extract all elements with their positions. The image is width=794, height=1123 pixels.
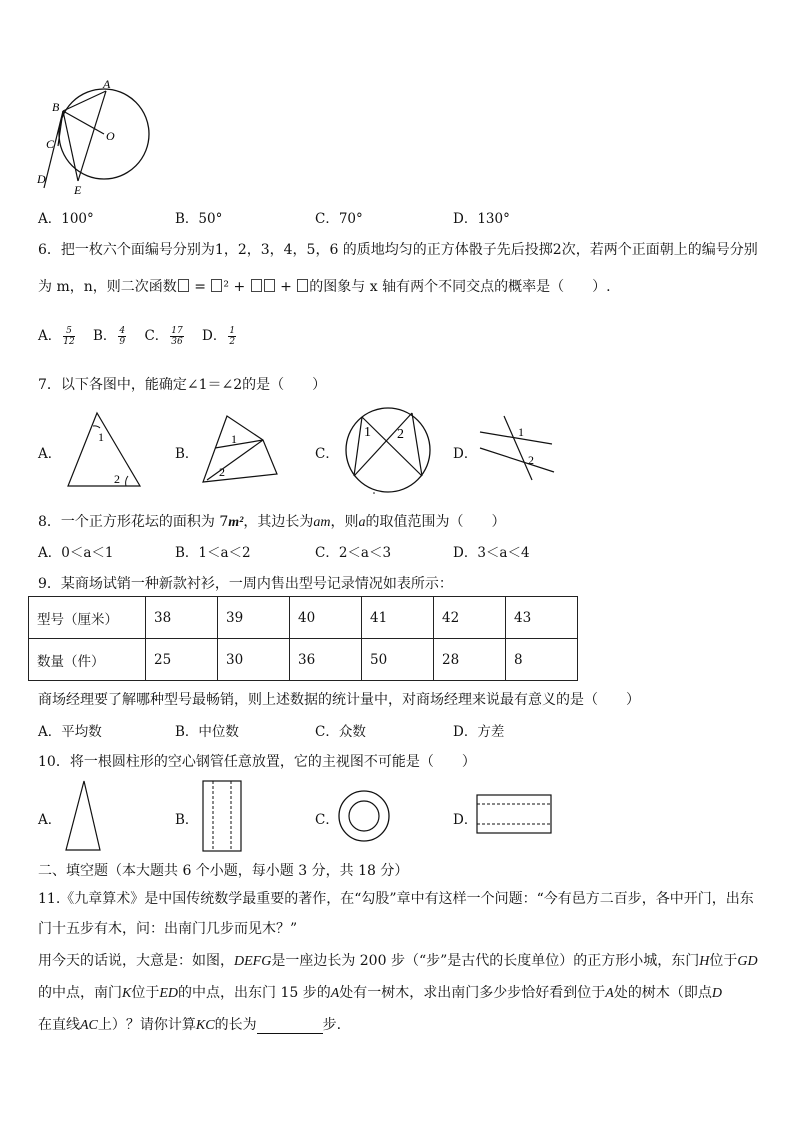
q9-cell: 39 (218, 597, 290, 639)
q10-option-c-label: C． (315, 812, 339, 828)
q6-stem-line2-b: 的图象与 x 轴有两个不同交点的概率是（ ）. (309, 279, 611, 295)
q5-circle-figure (30, 76, 155, 198)
q9-option-d: D．方差 (453, 724, 505, 740)
q9-stem: 9．某商场试销一种新款衬衫，一周内售出型号记录情况如表所示： (38, 576, 453, 592)
q8-option-b: B．1＜a＜2 (175, 545, 251, 561)
q7c-angle2: 2 (397, 427, 404, 442)
q6-option-c: C． $\frac{17}{36}$ (144, 326, 183, 347)
q9-after-text: 商场经理要了解哪种型号最畅销，则上述数据的统计量中，对商场经理来说最有意义的是（ ） (38, 692, 640, 708)
q10-option-b-label: B． (175, 812, 199, 828)
q11-line4: 的中点，南门K位于ED的中点，出东门 15 步的A处有一树木，求出南门多少步恰好看到位于A处的树木（即点D (38, 985, 722, 1001)
q10-option-a-label: A． (38, 812, 62, 828)
q7a-angle1: 1 (98, 430, 104, 444)
q7-figure-b (197, 410, 283, 488)
q7-figure-c (342, 404, 434, 496)
q5-chord-be (63, 111, 78, 181)
q10-figure-a (60, 778, 108, 854)
q9-cell: 36 (290, 639, 362, 681)
q11-line1: 11.《九章算术》是中国传统数学最重要的著作，在“勾股”章中有这样一个问题：“今有邑方二百步，各中开门，出东 (38, 891, 754, 907)
q7b-angle1: 1 (231, 432, 237, 446)
q6-options (38, 324, 238, 347)
q9-cell: 25 (146, 639, 218, 681)
section2-title: 二、填空题（本大题共 6 个小题，每小题 3 分，共 18 分） (38, 863, 409, 879)
q7-figure-a (60, 410, 150, 490)
q9-cell: 30 (218, 639, 290, 681)
q9-cell: 38 (146, 597, 218, 639)
q9-option-a: A．平均数 (38, 724, 102, 740)
q5-line-bo (63, 111, 104, 134)
q9-option-c: C．众数 (315, 724, 366, 740)
q5-label-o: O (106, 129, 115, 143)
q10-figure-d (474, 792, 554, 838)
q8-option-a: A．0＜a＜1 (38, 545, 114, 561)
q6-option-a: A． $\frac{5}{12}$ (38, 326, 75, 347)
q9-option-b: B．中位数 (175, 724, 239, 740)
q5-option-b: B．50° (175, 211, 223, 227)
q10-figure-b (197, 778, 247, 854)
q6-formula: = ² + + (177, 279, 310, 295)
q9-cell: 41 (362, 597, 434, 639)
q5-label-e: E (74, 183, 82, 197)
q5-label-a: A (103, 77, 111, 91)
q9-cell: 50 (362, 639, 434, 681)
q6-option-b: B． $\frac{4}{9}$ (93, 326, 126, 347)
q8-am: am (313, 515, 331, 530)
q8-stem: 8．一个正方形花坛的面积为 7m²，其边长为am，则a的取值范围为（ ） (38, 514, 506, 530)
q5-option-c: C．70° (315, 211, 363, 227)
q9-cell-header: 数量（件） (29, 639, 146, 681)
q11-line3: 用今天的话说，大意是：如图，DEFG是一座边长为 200 步（“步”是古代的长度单位）的正方形小城，东门H位于GD (38, 953, 758, 969)
q8-option-d: D．3＜a＜4 (453, 545, 530, 561)
q9-cell: 8 (506, 639, 578, 681)
q7-option-a-label: A． (38, 446, 62, 462)
q7-option-d-label: D． (453, 446, 478, 462)
q6-stem-line1: 6．把一枚六个面编号分别为1，2，3，4，5，6 的质地均匀的正方体骰子先后投掷2次，若两个正面朝上的编号分别 (38, 242, 758, 258)
q8-m2: m² (228, 515, 244, 530)
q7-option-c-label: C． (315, 446, 339, 462)
q5-label-d: D (37, 172, 46, 186)
q9-cell-header: 型号（厘米） (29, 597, 146, 639)
q9-cell: 42 (434, 597, 506, 639)
q7d-angle1: 1 (518, 425, 524, 439)
q9-cell: 28 (434, 639, 506, 681)
q9-cell: 43 (506, 597, 578, 639)
q11-answer-blank[interactable] (257, 1019, 323, 1034)
q5-label-b: B (52, 100, 60, 114)
q11-line5: 在直线AC上）？请你计算KC的长为 步. (38, 1017, 342, 1033)
q5-label-c: C (46, 137, 55, 151)
q7b-angle2: 2 (219, 465, 225, 479)
q5-option-d: D．130° (453, 211, 510, 227)
q7a-angle2: 2 (114, 472, 120, 486)
q8-a: a (358, 515, 366, 530)
q9-cell: 40 (290, 597, 362, 639)
q11-line2: 门十五步有木，问：出南门几步而见木？” (38, 921, 298, 937)
q10-stem: 10．将一根圆柱形的空心钢管任意放置，它的主视图不可能是（ ） (38, 754, 476, 770)
q10-option-d-label: D． (453, 812, 478, 828)
q7-figure-d (476, 412, 558, 482)
q10-figure-c (336, 788, 392, 844)
q6-stem-line2 (38, 276, 611, 296)
q5-chord-ae (78, 91, 106, 181)
q9-table (28, 596, 578, 681)
q8-option-c: C．2＜a＜3 (315, 545, 392, 561)
q6-option-d: D． $\frac{1}{2}$ (202, 326, 236, 347)
q7-option-b-label: B． (175, 446, 199, 462)
q7c-angle1: 1 (364, 425, 371, 440)
table-row (29, 597, 578, 639)
q7d-angle2: 2 (528, 453, 534, 467)
q5-option-a: A．100° (38, 211, 94, 227)
q6-stem-line2-a: 为 m，n，则二次函数 (38, 279, 177, 295)
table-row (29, 639, 578, 681)
q7-stem: 7．以下各图中，能确定∠1＝∠2的是（ ） (38, 377, 327, 393)
